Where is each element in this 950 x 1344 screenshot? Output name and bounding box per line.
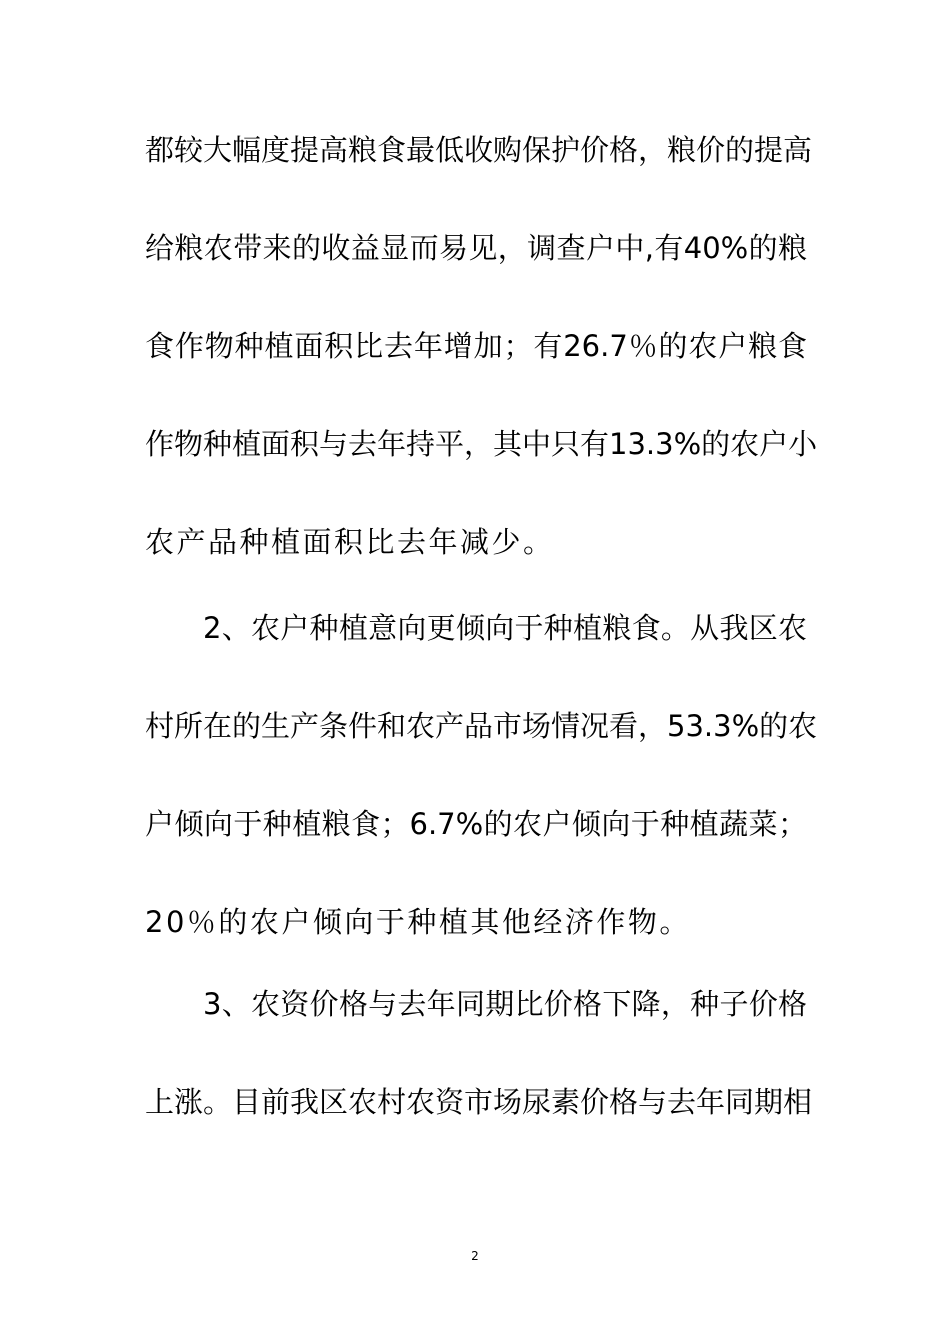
- page-number: 2: [471, 1249, 479, 1263]
- text-line: 户倾向于种植粮食；6.7%的农户倾向于种植蔬菜；: [145, 807, 807, 841]
- text-line: 给粮农带来的收益显而易见，调查户中,有40%的粮: [145, 231, 807, 265]
- text-line: 食作物种植面积比去年增加；有26.7％的农户粮食: [145, 329, 807, 363]
- text-line: 3、农资价格与去年同期比价格下降，种子价格: [203, 987, 807, 1021]
- text-line: 上涨。目前我区农村农资市场尿素价格与去年同期相: [145, 1085, 813, 1119]
- text-line: 作物种植面积与去年持平，其中只有13.3%的农户小: [145, 427, 818, 461]
- text-line: 20％的农户倾向于种植其他经济作物。: [145, 905, 691, 939]
- text-line: 2、农户种植意向更倾向于种植粮食。从我区农: [203, 611, 807, 645]
- text-line: 农产品种植面积比去年减少。: [145, 525, 555, 559]
- text-line: 都较大幅度提高粮食最低收购保护价格，粮价的提高: [145, 133, 813, 167]
- text-line: 村所在的生产条件和农产品市场情况看，53.3%的农: [145, 709, 818, 743]
